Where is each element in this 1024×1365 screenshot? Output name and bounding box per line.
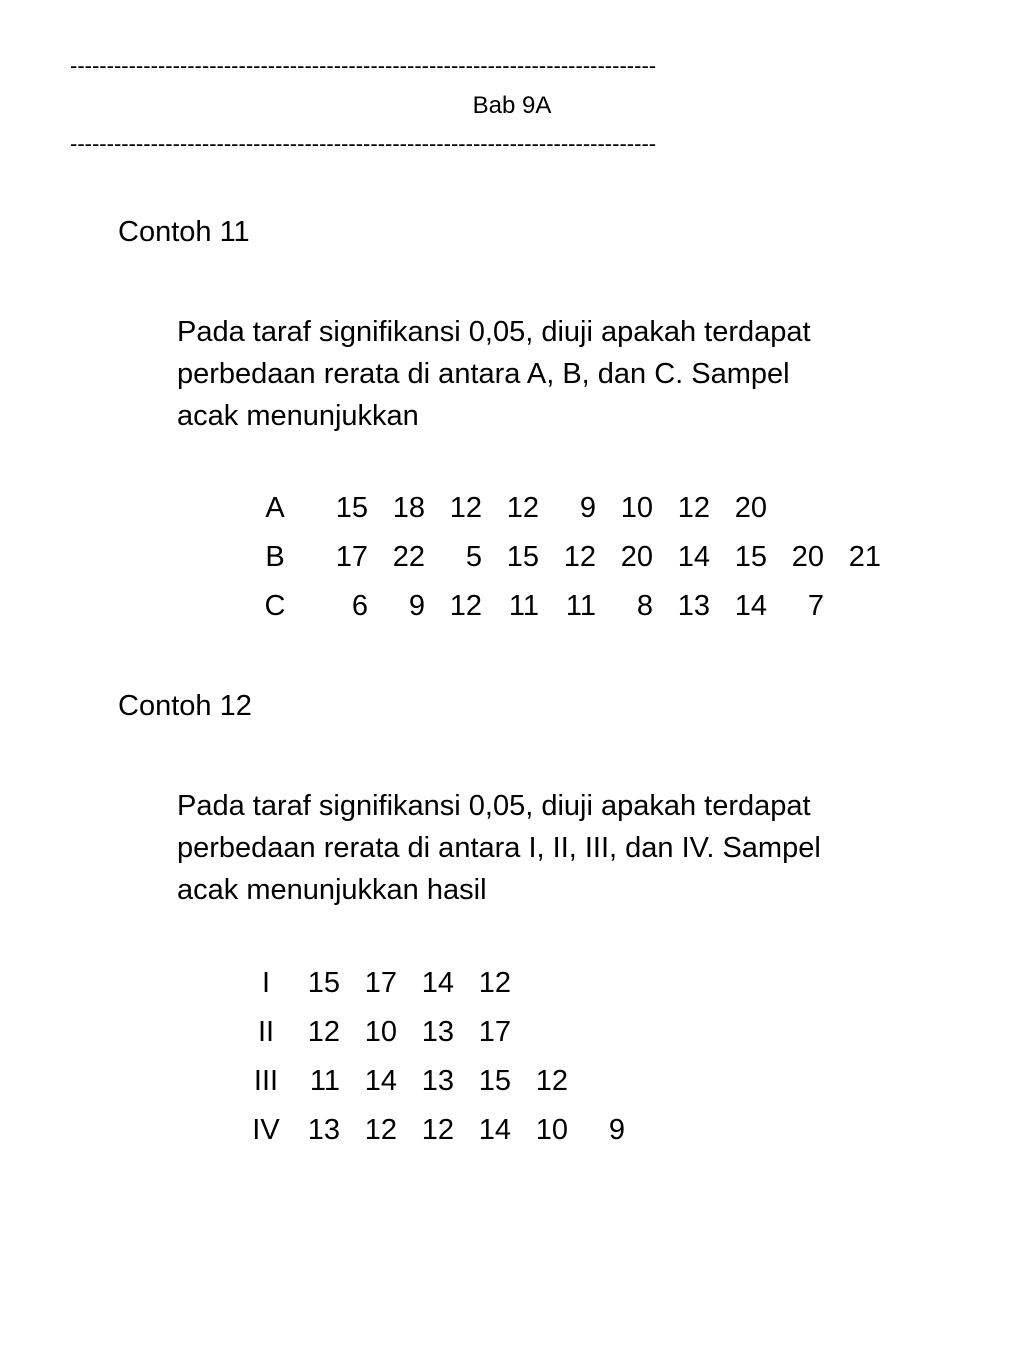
- sample-value: 22: [392, 541, 425, 573]
- sample-value: 6: [351, 590, 368, 622]
- sample-value: 9: [408, 590, 425, 622]
- example-heading-12: Contoh 12: [118, 690, 252, 722]
- sample-row-label: A: [265, 492, 285, 524]
- example-12-problem-text: [177, 785, 977, 911]
- sample-value: 15: [734, 541, 767, 573]
- sample-row-label: C: [264, 590, 286, 622]
- problem-line: acak menunjukkan: [177, 400, 419, 432]
- sample-value: 11: [508, 590, 539, 622]
- sample-value: 17: [364, 967, 397, 999]
- sample-value: 10: [535, 1114, 568, 1146]
- sample-value: 9: [608, 1114, 625, 1146]
- sample-value: 11: [565, 590, 596, 622]
- sample-value: 20: [620, 541, 653, 573]
- sample-value: 12: [364, 1114, 397, 1146]
- sample-row-label: III: [253, 1065, 279, 1097]
- sample-row-label: I: [261, 967, 271, 999]
- sample-value: 12: [421, 1114, 454, 1146]
- sample-value: 13: [421, 1016, 454, 1048]
- sample-value: 17: [478, 1016, 511, 1048]
- sample-value: 20: [791, 541, 824, 573]
- sample-value: 15: [506, 541, 539, 573]
- problem-line: acak menunjukkan hasil: [177, 874, 487, 906]
- header-rule-top: --------------------------------------------------------------------------------: [70, 54, 657, 78]
- problem-line: perbedaan rerata di antara A, B, dan C. Sampel: [177, 358, 790, 390]
- example-heading-11: Contoh 11: [118, 216, 250, 248]
- sample-value: 9: [579, 492, 596, 524]
- page-header-title: Bab 9A: [472, 92, 552, 119]
- sample-value: 12: [449, 492, 482, 524]
- sample-value: 14: [364, 1065, 397, 1097]
- problem-line: Pada taraf signifikansi 0,05, diuji apakah terdapat: [177, 316, 811, 348]
- sample-value: 15: [335, 492, 368, 524]
- sample-row-label: IV: [252, 1114, 280, 1146]
- sample-value: 21: [848, 541, 881, 573]
- sample-value: 7: [807, 590, 824, 622]
- sample-value: 13: [421, 1065, 454, 1097]
- sample-value: 12: [677, 492, 710, 524]
- sample-value: 15: [478, 1065, 511, 1097]
- sample-value: 17: [335, 541, 368, 573]
- sample-value: 20: [734, 492, 767, 524]
- example-11-problem-text: [177, 311, 977, 437]
- sample-value: 10: [620, 492, 653, 524]
- sample-value: 14: [478, 1114, 511, 1146]
- sample-value: 11: [309, 1065, 340, 1097]
- sample-value: 18: [392, 492, 425, 524]
- sample-value: 12: [478, 967, 511, 999]
- sample-value: 12: [506, 492, 539, 524]
- sample-value: 13: [307, 1114, 340, 1146]
- sample-value: 12: [449, 590, 482, 622]
- sample-row-label: B: [265, 541, 285, 573]
- sample-value: 12: [563, 541, 596, 573]
- sample-value: 13: [677, 590, 710, 622]
- problem-line: Pada taraf signifikansi 0,05, diuji apakah terdapat: [177, 790, 811, 822]
- problem-line: perbedaan rerata di antara I, II, III, dan IV. Sampel: [177, 832, 821, 864]
- sample-value: 12: [535, 1065, 568, 1097]
- sample-value: 8: [636, 590, 653, 622]
- sample-row-label: II: [257, 1016, 275, 1048]
- header-rule-bottom: --------------------------------------------------------------------------------: [70, 132, 657, 156]
- sample-value: 14: [421, 967, 454, 999]
- sample-value: 15: [307, 967, 340, 999]
- sample-value: 14: [734, 590, 767, 622]
- sample-value: 10: [364, 1016, 397, 1048]
- sample-value: 14: [677, 541, 710, 573]
- sample-value: 12: [307, 1016, 340, 1048]
- sample-value: 5: [465, 541, 482, 573]
